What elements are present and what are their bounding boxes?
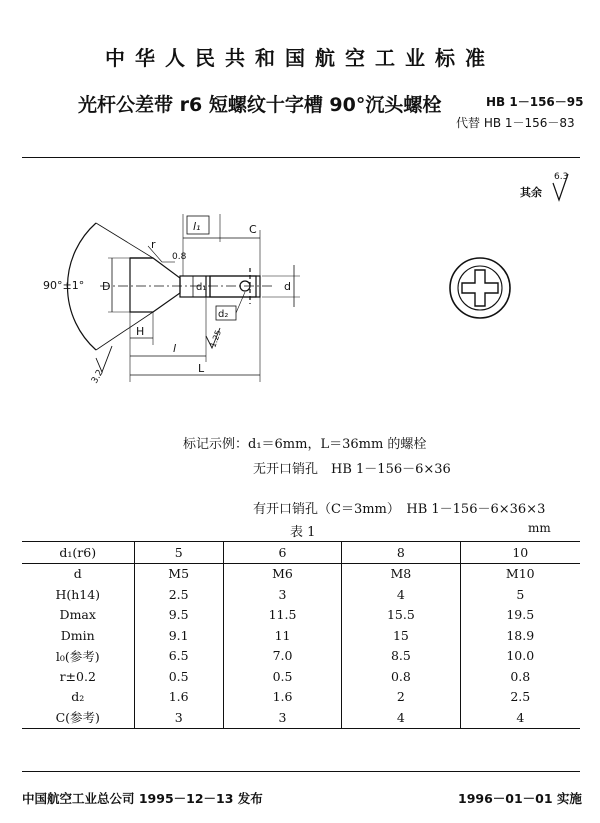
table-cell: 7.0	[223, 646, 341, 667]
row-label: d₂	[71, 689, 85, 705]
table-cell: 8.5	[342, 646, 460, 667]
table-row	[22, 646, 580, 667]
table-cell: 11.5	[223, 605, 341, 626]
dimension-table	[22, 541, 580, 729]
table-cell: M8	[342, 563, 460, 584]
table-cell: 15	[342, 625, 460, 646]
table-cell: M5	[134, 563, 223, 584]
table-cell: 1.6	[223, 687, 341, 708]
effective-date: 1996－01－01 实施	[458, 791, 582, 806]
bolt-head	[130, 258, 180, 312]
dim-L: L	[198, 362, 205, 375]
table-cell: 9.1	[134, 625, 223, 646]
table-row	[22, 584, 580, 605]
table-unit: mm	[528, 521, 551, 535]
organization-heading: 中华人民共和国航空工业标准	[105, 46, 495, 70]
rest-roughness-value: 6.3	[554, 172, 569, 182]
table-row	[22, 605, 580, 626]
bolt-shank	[180, 276, 256, 297]
dim-r: r	[151, 238, 156, 251]
table-cell: 5	[134, 542, 223, 564]
table-row	[22, 687, 580, 708]
table-cell: 6.5	[134, 646, 223, 667]
issue-info: 中国航空工业总公司 1995－12－13 发布	[22, 791, 263, 806]
table-cell: 0.5	[223, 666, 341, 687]
table-row	[22, 625, 580, 646]
table-cell: 15.5	[342, 605, 460, 626]
row-label: H(h14)	[55, 586, 101, 602]
table-cell: 11	[223, 625, 341, 646]
row-label: Dmin	[60, 627, 95, 643]
replaced-standard: 代替 HB 1－156－83	[456, 116, 575, 130]
table-cell: 3	[223, 707, 341, 728]
table-cell: 10.0	[460, 646, 580, 667]
table-cell: 4	[342, 584, 460, 605]
top-rule	[22, 157, 580, 158]
head-roughness-value: 3.2	[89, 368, 106, 386]
marking-no-hole: 无开口销孔 HB 1－156－6×36	[253, 462, 451, 477]
dim-c: C	[249, 223, 257, 236]
row-label: l₀(参考)	[55, 648, 100, 664]
bottom-rule	[22, 771, 580, 772]
table-row	[22, 563, 580, 584]
standard-title: 光杆公差带 r6 短螺纹十字槽 90°沉头螺栓	[78, 94, 442, 116]
table-cell: 8	[342, 542, 460, 564]
table-row	[22, 707, 580, 728]
dim-H: H	[136, 325, 145, 338]
table-cell: 1.6	[134, 687, 223, 708]
dim-D: D	[102, 280, 111, 293]
dim-l: l	[173, 342, 177, 355]
table-cell: 10	[460, 542, 580, 564]
dim-d: d	[284, 280, 291, 293]
table-title: 表 1	[290, 525, 316, 540]
table-cell: 0.8	[460, 666, 580, 687]
dim-d1: d₁	[196, 282, 207, 293]
row-label: r±0.2	[59, 668, 96, 684]
table-cell: 0.8	[342, 666, 460, 687]
table-cell: 2.5	[134, 584, 223, 605]
row-label: C(参考)	[22, 707, 134, 728]
bolt-thread	[210, 276, 260, 297]
dim-r-value: 0.8	[172, 252, 187, 262]
table-cell: 18.9	[460, 625, 580, 646]
row-label: Dmax	[59, 607, 96, 623]
table-cell: 19.5	[460, 605, 580, 626]
shank-roughness-value: 1.25	[208, 328, 223, 349]
end-view-circle	[450, 258, 510, 318]
table-cell: 4	[460, 707, 580, 728]
table-cell: 5	[460, 584, 580, 605]
rest-roughness-label: 其余	[520, 186, 542, 199]
table-cell: 4	[342, 707, 460, 728]
table-row	[22, 666, 580, 687]
standard-code: HB 1－156－95	[486, 95, 584, 109]
marking-with-hole: 有开口销孔（C＝3mm） HB 1－156－6×36×3	[253, 502, 546, 517]
table-cell: 9.5	[134, 605, 223, 626]
table-cell: 6	[223, 542, 341, 564]
table-cell: 2.5	[460, 687, 580, 708]
dim-l1: l₁	[193, 220, 201, 233]
marking-example-label: 标记示例：d₁＝6mm，L＝36mm 的螺栓	[183, 437, 427, 452]
table-cell: M6	[223, 563, 341, 584]
table-cell: 0.5	[134, 666, 223, 687]
table-cell: M10	[460, 563, 580, 584]
row-label: d₁(r6)	[22, 542, 134, 564]
dim-d2: d₂	[218, 309, 229, 320]
table-cell: 3	[223, 584, 341, 605]
bolt-drawing	[0, 160, 600, 420]
cross-recess-icon	[462, 270, 498, 306]
table-cell: 2	[342, 687, 460, 708]
table-cell: 3	[134, 707, 223, 728]
angle-label: 90°±1°	[43, 279, 85, 292]
table-row	[22, 542, 580, 564]
row-label: d	[73, 566, 82, 582]
